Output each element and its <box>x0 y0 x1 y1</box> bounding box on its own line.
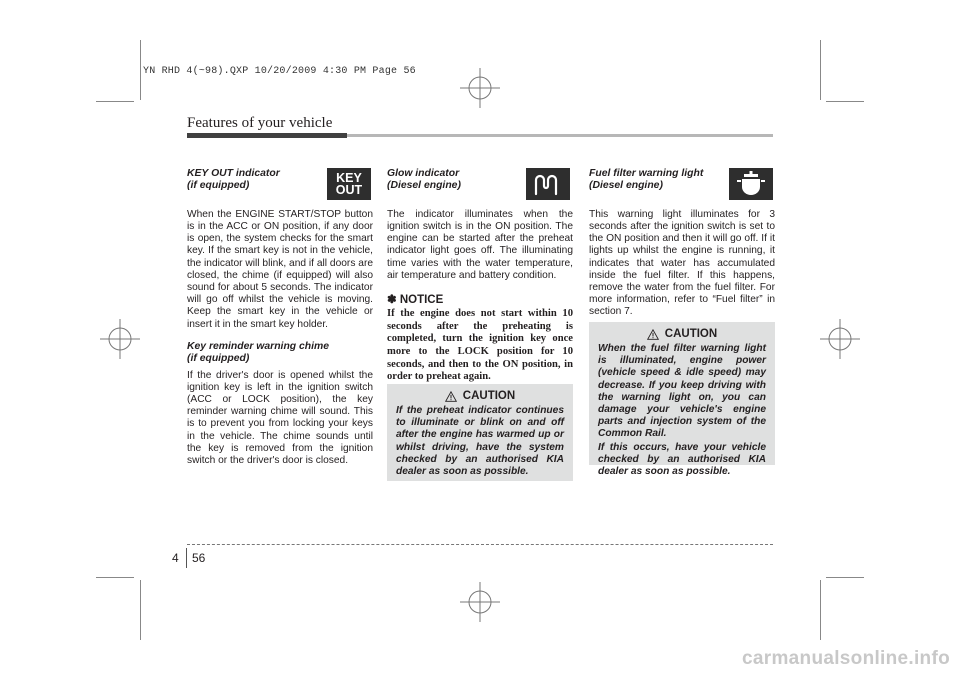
registration-mark-bottom <box>460 582 500 622</box>
fuel-caution-box <box>589 322 775 478</box>
notice-title: ✽ NOTICE <box>387 294 444 307</box>
caution-body: If the preheat indicator continues to illuminate or blink on and off after the engine has warmed up or whilst driving, have the system checked by an authorised KIA dealer as soon as possible. <box>396 405 564 478</box>
glow-plug-coil-icon <box>526 168 570 200</box>
crop-mark <box>96 577 134 578</box>
reminder-body: If the driver's door is opened whilst the ignition key is left in the ignition switch (ACC or LOCK position), the key reminder warning chime will sound. This is to prevent you from locking your keys in the vehicle. The chime sounds until the key is removed from the ignition switch or the driver's door is closed. <box>187 369 373 467</box>
column-2 <box>387 168 573 384</box>
fuel-body: This warning light illuminates for 3 seconds after the ignition switch is set to the ON position and then it will go off. If it lights up whilst the engine is running, it indicates that water has accumulated inside the fuel filter. If this happens, remove the water from the fuel filter. For more information, refer to “Fuel filter” in section 7. <box>589 208 775 318</box>
registration-mark-top <box>460 68 500 108</box>
warning-triangle-icon <box>445 391 457 402</box>
glow-caution-box <box>387 384 573 481</box>
column-1 <box>187 168 373 467</box>
registration-mark-right <box>820 319 860 359</box>
keyout-heading: KEY OUT indicator (if equipped) <box>187 168 280 192</box>
crop-mark <box>826 577 864 578</box>
caution-title: CAUTION <box>462 390 516 402</box>
footer-rule <box>187 544 773 545</box>
header-rule-accent <box>187 133 347 138</box>
reminder-heading: Key reminder warning chime (if equipped) <box>187 340 330 365</box>
glow-heading: Glow indicator (Diesel engine) <box>387 168 461 192</box>
page-header-title: Features of your vehicle <box>187 115 333 131</box>
warning-triangle-icon <box>647 329 659 340</box>
fuel-heading: Fuel filter warning light (Diesel engine) <box>589 168 704 192</box>
glow-body: The indicator illuminates when the ignition switch is in the ON position. The engine can be started after the preheat indicator light goes off. The illuminating time varies with the water temperature, air temperature and battery condition. <box>387 208 573 281</box>
crop-mark <box>96 101 134 102</box>
footer-divider <box>186 548 187 568</box>
section-number: 4 <box>172 551 179 565</box>
registration-mark-left <box>100 319 140 359</box>
watermark: carmanualsonline.info <box>742 648 950 669</box>
print-slug: YN RHD 4(~98).QXP 10/20/2009 4:30 PM Page 56 <box>143 66 416 77</box>
crop-mark <box>820 40 821 100</box>
crop-mark <box>826 101 864 102</box>
key-out-indicator-icon: KEY OUT <box>327 168 371 200</box>
fuel-filter-icon <box>729 168 773 200</box>
crop-mark <box>820 580 821 640</box>
caution-body: When the fuel filter warning light is illuminated, engine power (vehicle speed & idle speed) may decrease. If you keep driving with the warning light on, you can damage your vehicle's engine parts and injection system of the Common Rail. If this occurs, have your vehicle checked by an authorised KIA dealer as soon as possible. <box>598 343 766 478</box>
keyout-body: When the ENGINE START/STOP button is in the ACC or ON position, if any door is open, the system checks for the smart key. If the smart key is not in the vehicle, the indicator will blink, and if all doors are closed, the chime (if equipped) will also sound for about 5 seconds. The indicator will go off whilst the vehicle is moving. Keep the smart key in the vehicle or insert it in the smart key holder. <box>187 208 373 330</box>
page-number: 56 <box>192 551 206 565</box>
crop-mark <box>140 40 141 100</box>
crop-mark <box>140 580 141 640</box>
notice-body: If the engine does not start within 10 seconds after the preheating is completed, turn the ignition key once more to the LOCK position for 10 seconds, and then to the ON position, in order to preheat again. <box>387 308 573 383</box>
caution-title: CAUTION <box>664 328 718 340</box>
